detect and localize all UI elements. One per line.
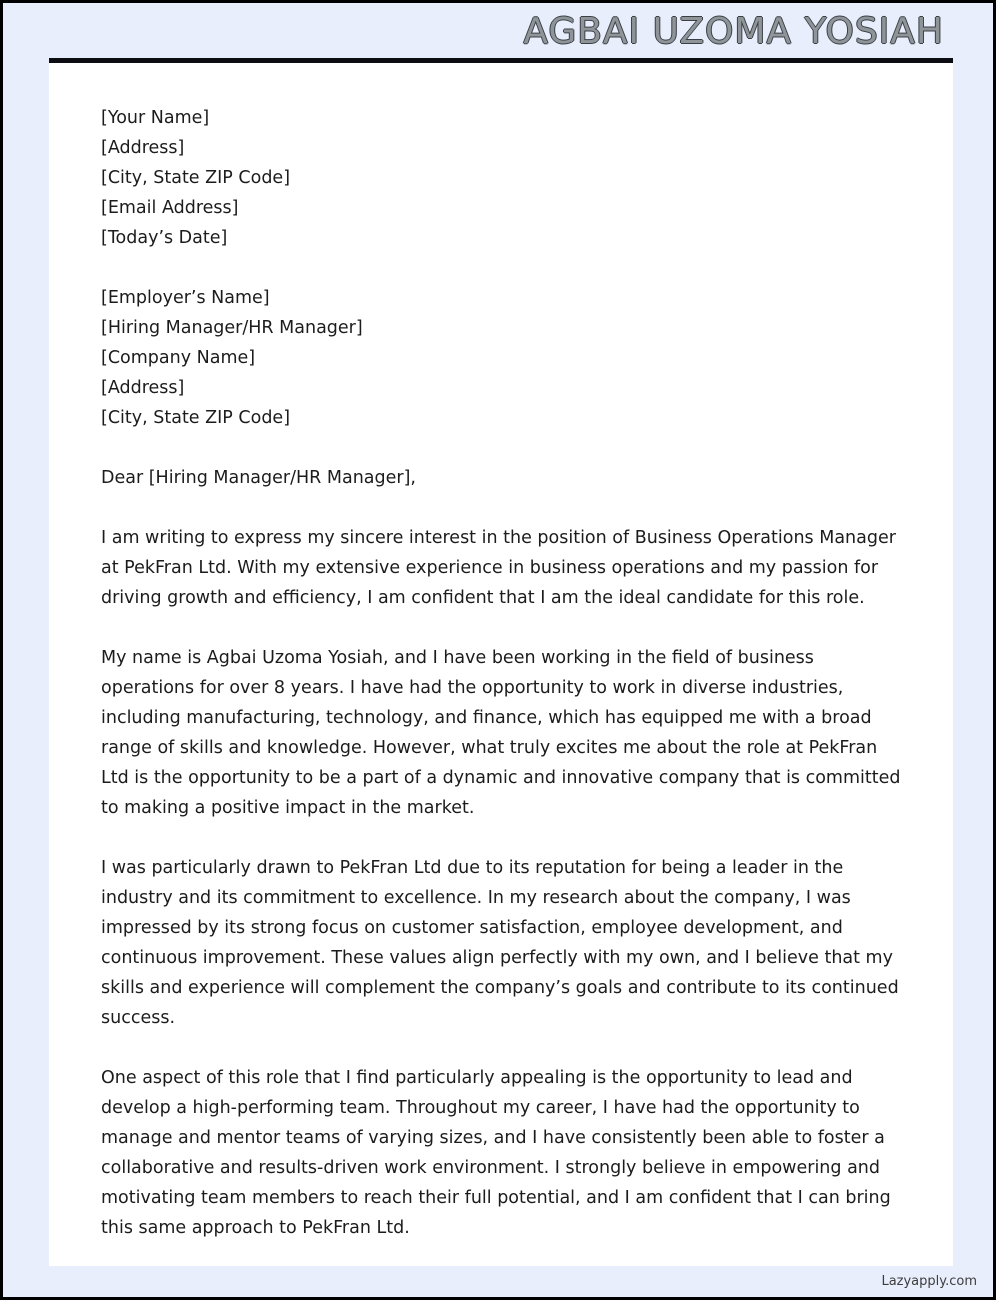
recipient-line: [Employer’s Name] [101, 288, 270, 308]
sender-line: [Today’s Date] [101, 228, 228, 248]
letter-paragraph: I was particularly drawn to PekFran Ltd due to its reputation for being a leader in the industry and its commitment to excellence. In my research about the company, I was impressed by its strong focus on customer satisfaction, employee development, and continuous improvement. These values align perfectly with my own, and I believe that my skills and experience will complement the company’s goals and contribute to its continued success. [101, 858, 899, 1028]
watermark-label: Lazyapply.com [881, 1274, 977, 1289]
recipient-line: [Company Name] [101, 348, 256, 368]
recipient-line: [Hiring Manager/HR Manager] [101, 318, 363, 338]
sender-line: [Email Address] [101, 198, 239, 218]
recipient-line: [Address] [101, 378, 185, 398]
letter-paragraph: My name is Agbai Uzoma Yosiah, and I have been working in the field of business operations for over 8 years. I have had the opportunity to work in diverse industries, including manufacturing, technology, and finance, which has equipped me with a broad range of skills and knowledge. However, what truly excites me about the role at PekFran Ltd is the opportunity to be a part of a dynamic and innovative company that is committed to making a positive impact in the market. [101, 648, 901, 818]
recipient-address-block [101, 283, 901, 433]
salutation: Dear [Hiring Manager/HR Manager], [101, 468, 416, 488]
sender-line: [Your Name] [101, 108, 210, 128]
letter-paragraph: One aspect of this role that I find particularly appealing is the opportunity to lead and develop a high-performing team. Throughout my career, I have had the opportunity to manage and mentor teams of varying sizes, and I have consistently been able to foster a collaborative and results-driven work environment. I strongly believe in empowering and motivating team members to reach their full potential, and I am confident that I can bring this same approach to PekFran Ltd. [101, 1068, 891, 1238]
document-header [6, 6, 990, 56]
recipient-line: [City, State ZIP Code] [101, 408, 291, 428]
letter-sheet [49, 58, 953, 1266]
cover-letter-body [49, 63, 953, 1243]
letter-paragraph: I am writing to express my sincere interest in the position of Business Operations Manager at PekFran Ltd. With my extensive experience in business operations and my passion for driving growth and efficiency, I am confident that I am the ideal candidate for this role. [101, 528, 896, 608]
sender-address-block [101, 103, 901, 253]
sender-line: [City, State ZIP Code] [101, 168, 291, 188]
sender-line: [Address] [101, 138, 185, 158]
page-title: AGBAI UZOMA YOSIAH [523, 10, 944, 52]
